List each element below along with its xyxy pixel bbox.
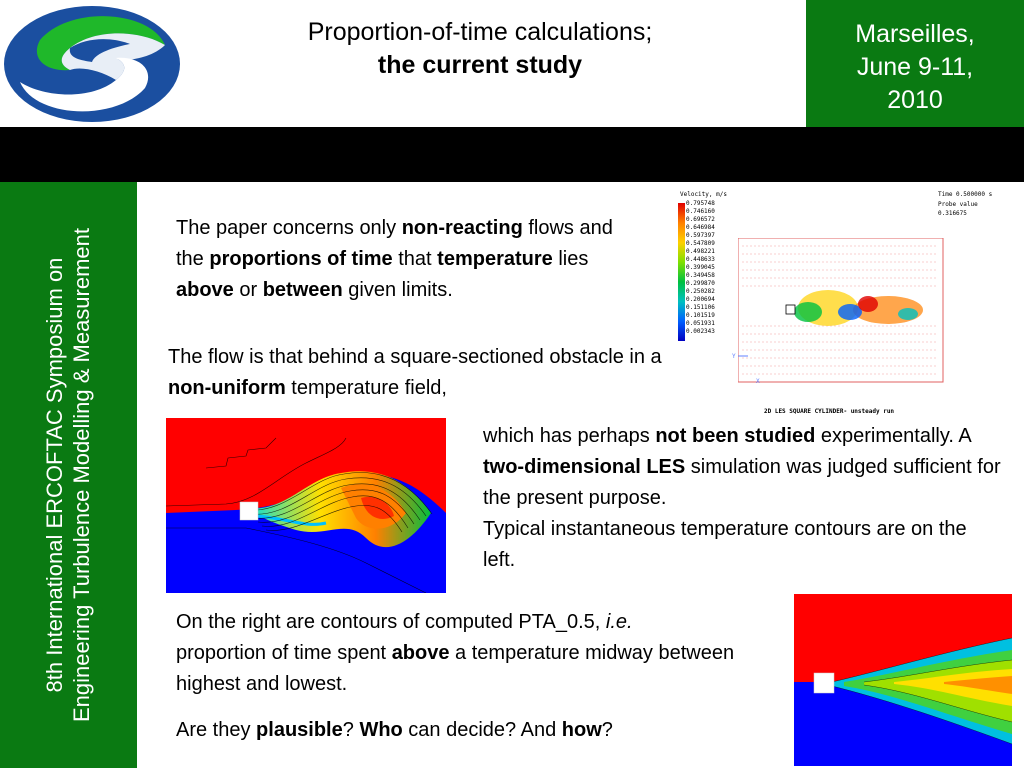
text: which has perhaps [483,425,656,447]
velocity-figure-caption: 2D LES SQUARE CYLINDER- unsteady run [764,408,895,415]
velocity-legend-title: Velocity, m/s [680,191,727,198]
legend-value: 0.448633 [686,256,715,263]
bold-text: Who [359,719,403,741]
text: The flow is that behind a square-sectioned obstacle in a [168,346,662,368]
velocity-figure [676,188,1024,420]
paragraph-4 [176,607,786,700]
bold-text: between [262,279,343,301]
axis-y-label: Y [732,353,736,360]
bold-text: two-dimensional LES [483,456,686,478]
legend-value: 0.200694 [686,296,715,303]
paragraph-3 [483,421,1003,576]
paragraph-2 [168,342,688,404]
bold-text: above [391,642,450,664]
slide-title [240,16,720,82]
venue-line-2: June 9-11, [856,53,974,81]
text: can decide? And [402,719,562,741]
velocity-legend-values [686,200,715,336]
text: Typical instantaneous temperature contours are on the left. [483,518,967,571]
bold-text: proportions of time [209,248,393,270]
probe-value: 0.316675 [938,210,967,217]
bold-text: above [176,279,234,301]
text: given limits. [342,279,453,301]
venue-line-3: 2010 [887,86,943,114]
bold-text: how [561,719,602,741]
axis-x-label: X [756,378,760,385]
text: experimentally. A [815,425,971,447]
text: ? [601,719,613,741]
legend-value: 0.646984 [686,224,715,231]
ercoftac-logo [0,0,183,128]
bold-text: non-reacting [401,217,523,239]
legend-value: 0.349458 [686,272,715,279]
text: ? [342,719,360,741]
text: that [392,248,438,270]
legend-value: 0.498221 [686,248,715,255]
pta-contour-plot [794,594,1012,766]
text: The paper concerns only [176,217,402,239]
legend-value: 0.696572 [686,216,715,223]
text: flows and the [176,217,613,270]
venue-line-1: Marseilles, [855,20,975,48]
sidebar-line-2: Engineering Turbulence Modelling & Measurement [69,227,94,723]
text: a temperature midway between highest and lowest. [176,642,735,695]
sidebar-text [41,185,95,765]
sidebar-line-1: 8th International ERCOFTAC Symposium on [42,257,67,693]
text: or [233,279,263,301]
bold-text: not been studied [655,425,816,447]
legend-value: 0.250282 [686,288,715,295]
velocity-colorbar [678,203,685,341]
text: On the right are contours of computed PTA_0.5, [176,611,606,633]
legend-value: 0.101519 [686,312,715,319]
velocity-field-plot [738,238,944,383]
text: Are they [176,719,257,741]
text: lies [552,248,589,270]
title-line-1: Proportion-of-time calculations; [307,18,653,46]
text: proportion of time spent [176,642,392,664]
italic-text: i.e. [605,611,633,633]
bold-text: non-uniform [168,377,286,399]
probe-label: Probe value [938,201,978,208]
legend-value: 0.002343 [686,328,715,335]
text: simulation was judged sufficient for the present purpose. [483,456,1001,509]
time-label: Time 0.500000 s [938,191,993,198]
legend-value: 0.151106 [686,304,715,311]
bold-text: plausible [256,719,343,741]
legend-value: 0.051931 [686,320,715,327]
legend-value: 0.597397 [686,232,715,239]
bold-text: temperature [437,248,553,270]
legend-value: 0.399045 [686,264,715,271]
legend-value: 0.547809 [686,240,715,247]
paragraph-1 [176,213,646,306]
text: temperature field, [285,377,447,399]
paragraph-5 [176,715,786,746]
venue-box [806,0,1024,127]
legend-value: 0.795748 [686,200,715,207]
title-line-2: the current study [377,51,583,79]
sidebar [0,182,137,768]
temperature-contour-plot [166,418,446,593]
legend-value: 0.299870 [686,280,715,287]
legend-value: 0.746160 [686,208,715,215]
header-band [0,127,1024,182]
